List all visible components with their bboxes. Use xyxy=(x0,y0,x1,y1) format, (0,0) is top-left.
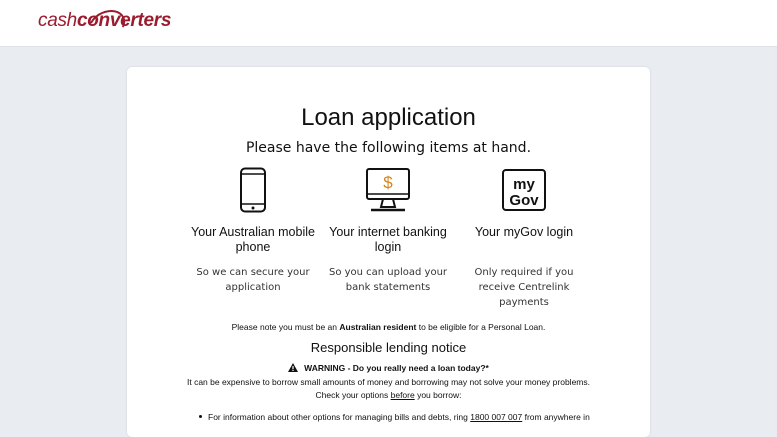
warning-detail: It can be expensive to borrow small amounts of money and borrowing may not solve your money problems. xyxy=(186,377,590,387)
check-options-line xyxy=(127,390,650,400)
mobile-phone-icon xyxy=(239,167,267,213)
bullet-text-post: from anywhere in xyxy=(522,412,590,422)
site-header xyxy=(0,0,777,47)
check-options-pre: Check your options xyxy=(315,390,391,400)
phone-link[interactable]: 1800 007 007 xyxy=(470,412,523,422)
logo-text-converters: converters xyxy=(76,10,172,31)
options-bullet xyxy=(199,412,619,422)
check-options-post: you borrow: xyxy=(414,390,462,400)
residency-note-pre: Please note you must be an xyxy=(231,322,340,332)
warning-line xyxy=(127,363,650,373)
page-title: Loan application xyxy=(301,104,476,131)
residency-note-bold: Australian resident xyxy=(339,322,417,332)
warning-text: WARNING - Do you really need a loan today?* xyxy=(304,363,489,373)
residency-note xyxy=(127,322,650,332)
requirement-mygov-desc: Only required if you receive Centrelink payments xyxy=(474,267,574,308)
mygov-logo-icon xyxy=(501,167,547,213)
requirement-banking xyxy=(323,165,453,295)
computer-dollar-icon xyxy=(365,167,411,213)
requirement-mygov-label: Your myGov login xyxy=(474,225,574,239)
cash-converters-logo[interactable] xyxy=(38,10,171,32)
residency-note-post: to be eligible for a Personal Loan. xyxy=(416,322,546,332)
loan-application-card xyxy=(127,67,650,437)
svg-text:$: $ xyxy=(383,173,393,192)
logo-text-cash: cash xyxy=(38,10,77,31)
requirement-mobile xyxy=(188,165,318,295)
warning-icon xyxy=(288,363,298,372)
before-link[interactable]: before xyxy=(390,390,415,400)
responsible-lending-title: Responsible lending notice xyxy=(310,340,467,355)
mygov-logo-text-gov: Gov xyxy=(509,192,539,209)
requirement-mobile-desc: So we can secure your application xyxy=(196,267,310,293)
page-subtitle: Please have the following items at hand. xyxy=(245,140,532,156)
bullet-dot xyxy=(199,415,202,418)
requirement-mobile-label: Your Australian mobile phone xyxy=(191,225,315,254)
requirement-banking-desc: So you can upload your bank statements xyxy=(328,267,448,293)
mygov-logo-text-my: my xyxy=(513,176,535,193)
bullet-text-pre: For information about other options for managing bills and debts, ring xyxy=(208,412,471,422)
requirement-banking-label: Your internet banking login xyxy=(329,225,447,254)
requirement-mygov xyxy=(459,165,589,310)
